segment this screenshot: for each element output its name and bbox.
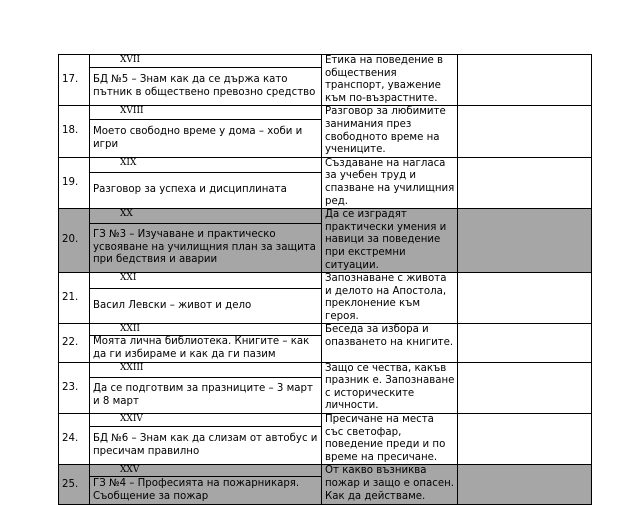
table-row [59,55,592,68]
notes-cell [458,273,592,324]
lesson-goal: Беседа за избора и опазването на книгите. [322,324,458,362]
notes-cell [458,209,592,273]
week-number: XXII [90,324,322,336]
lesson-topic: БД №6 – Знам как да слизам от автобус и пресичам правилно [90,427,322,465]
notes-cell [458,106,592,157]
lesson-goal: Запознаване с живота и делото на Апостола, преклонение към героя. [322,273,458,324]
week-number: XXI [90,273,322,289]
table-row [59,273,592,289]
lesson-number: 22. [59,324,90,362]
lesson-topic: Да се подготвим за празниците – 3 март и 8 март [90,378,322,414]
lesson-goal: Да се изградят практически умения и навици за поведение при екстремни ситуации. [322,209,458,273]
lesson-number: 24. [59,414,90,465]
table-row [59,324,592,336]
notes-cell [458,362,592,413]
lesson-topic: Моето свободно време у дома – хоби и игри [90,120,322,157]
lesson-goal: Етика на поведение в обществения транспорт, уважение към по-възрастните. [322,55,458,106]
week-number: XVII [90,55,322,68]
week-number: XXIII [90,362,322,377]
notes-cell [458,157,592,208]
lesson-topic: БД №5 – Знам как да се държа като пътник в обществено превозно средство [90,68,322,106]
lesson-goal: От какво възниква пожар и защо е опасен. Как да действаме. [322,465,458,505]
table-row [59,106,592,120]
table-row [59,209,592,224]
table-row [59,465,592,477]
table-body [59,55,592,505]
table-row [59,414,592,427]
lesson-topic: Моята лична библиотека. Книгите – как да ги избираме и как да ги пазим [90,336,322,362]
lesson-topic: Васил Левски – живот и дело [90,289,322,324]
notes-cell [458,414,592,465]
lesson-number: 21. [59,273,90,324]
notes-cell [458,324,592,362]
lesson-plan-table [58,54,592,505]
week-number: XIX [90,157,322,172]
week-number: XX [90,209,322,224]
week-number: XXIV [90,414,322,427]
week-number: XXV [90,465,322,477]
lesson-number: 18. [59,106,90,157]
lesson-number: 25. [59,465,90,505]
table-row [59,157,592,172]
lesson-number: 19. [59,157,90,208]
table-row [59,362,592,377]
lesson-goal: Създаване на нагласа за учебен труд и спазване на училищния ред. [322,157,458,208]
lesson-topic: ГЗ №4 – Професията на пожарникаря. Съобщение за пожар [90,477,322,505]
week-number: XVIII [90,106,322,120]
lesson-topic: Разговор за успеха и дисциплината [90,173,322,209]
lesson-topic: ГЗ №3 – Изучаване и практическо усвояване на училищния план за защита при бедствия и аварии [90,224,322,273]
lesson-number: 17. [59,55,90,106]
lesson-number: 20. [59,209,90,273]
lesson-goal: Защо се чества, какъв празник е. Запознаване с историческите личности. [322,362,458,413]
notes-cell [458,465,592,505]
lesson-goal: Пресичане на места със светофар, поведение преди и по време на пресичане. [322,414,458,465]
lesson-number: 23. [59,362,90,413]
lesson-goal: Разговор за любимите занимания през свободното време на учениците. [322,106,458,157]
notes-cell [458,55,592,106]
